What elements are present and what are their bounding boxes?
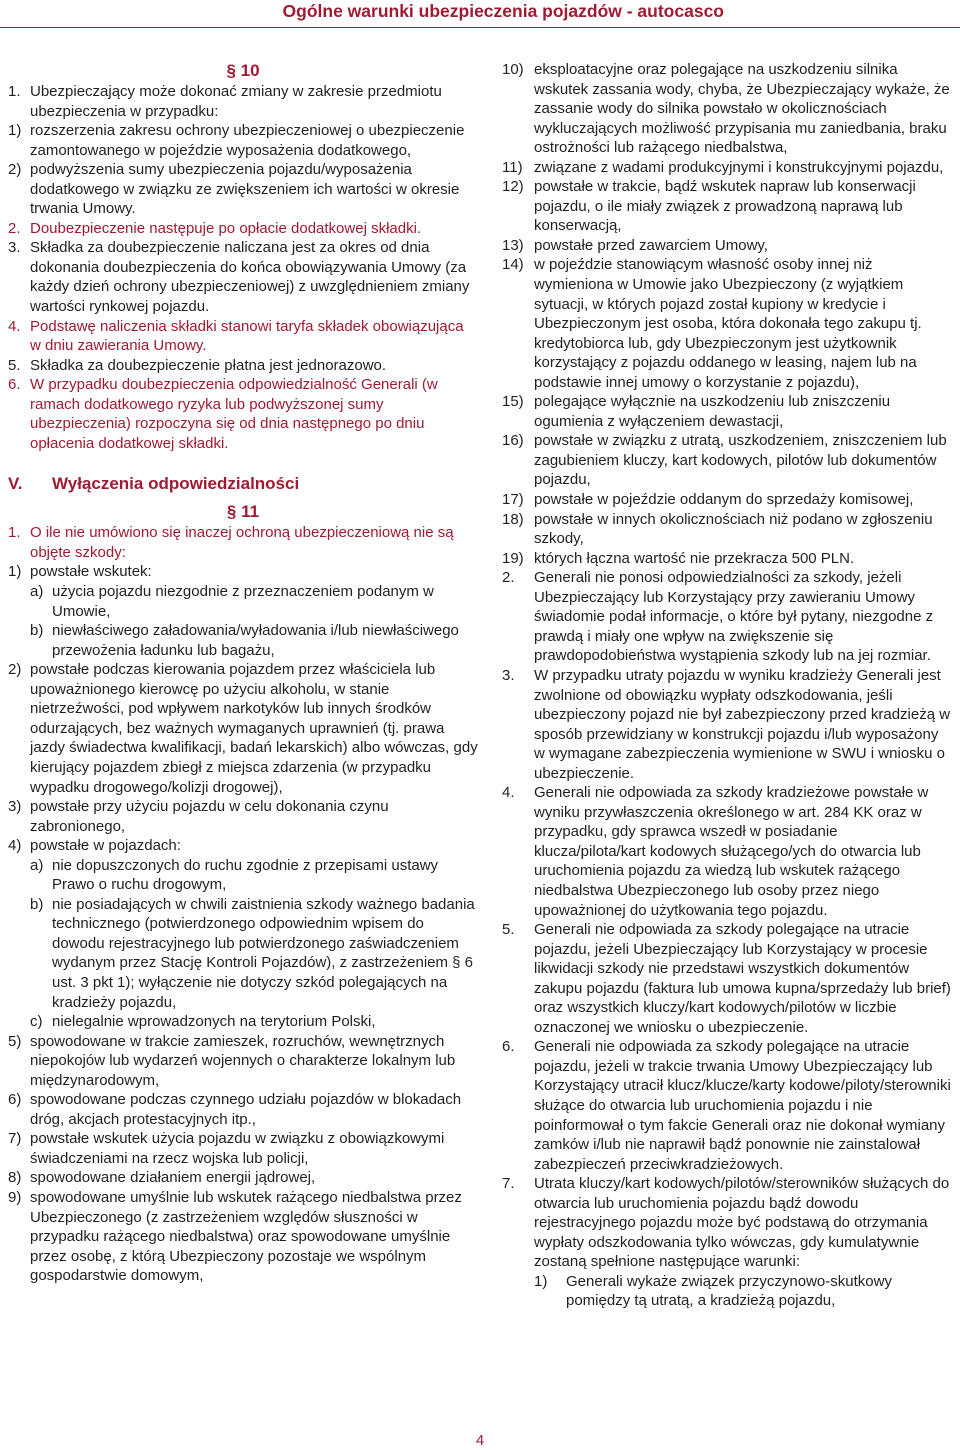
point-11-1-4 [8,836,478,856]
paragraph-number: 3. [8,239,21,257]
letter-number: a) [30,856,44,874]
point-text: spowodowane działaniem energii jądrowej, [30,1169,316,1187]
paragraph-text: Doubezpieczenie następuje po opłacie dodatkowej składki. [30,219,422,237]
point-11-1-9 [8,1188,478,1286]
point-11-1-17 [502,490,952,510]
paragraph-number: 2. [8,219,21,237]
paragraph-11-3 [502,666,952,783]
point-number: 12) [502,178,524,196]
point-number: 8) [8,1169,22,1187]
document-header [0,0,960,27]
point-10-1-2 [8,160,478,219]
chapter-title: Wyłączenia odpowiedzialności [52,474,300,494]
point-text: związane z wadami produkcyjnymi i konstrukcyjnymi pojazdu, [534,158,944,176]
paragraph-text: Składka za doubezpieczenie płatna jest jednorazowo. [30,356,387,374]
section-heading-10: § 10 [226,61,260,80]
header-title: Ogólne warunki ubezpieczenia pojazdów - autocasco [282,1,724,21]
paragraph-10-4 [8,317,478,356]
paragraph-number: 2. [502,569,515,587]
point-text: rozszerzenia zakresu ochrony ubezpieczeniowej o ubezpieczenie zamontowanego w pojeździe wyposażenia dodatkowego, [30,122,465,159]
point-number: 2) [8,161,22,179]
point-11-1-7 [8,1129,478,1168]
paragraph-number: 5. [502,921,515,939]
point-text: spowodowane umyślnie lub wskutek rażącego niedbalstwa przez Ubezpieczonego (z zastrzeżeniem względów słuszności w przypadku rażącego niedbalstwa) oraz spowodowane umyślnie przez osobę, z którą Ubezpieczony pozostaje we wspólnym gospodarstwie domowym, [30,1188,462,1285]
chapter-heading [8,473,478,495]
point-number: 5) [8,1032,22,1050]
point-11-1-3 [8,797,478,836]
point-number: 1) [8,122,22,140]
point-number: 9) [8,1188,22,1206]
point-text: powstałe przy użyciu pojazdu w celu dokonania czynu zabronionego, [30,798,389,835]
point-text: powstałe w pojazdach: [30,837,181,855]
paragraph-text: Podstawę naliczenia składki stanowi taryfa składek obowiązująca w dniu zawierania Umowy. [30,317,464,355]
point-11-1-16 [502,431,952,490]
point-text: powstałe przed zawarciem Umowy, [534,236,768,254]
letter-point-11-1-4b [30,895,478,1012]
point-11-1-6 [8,1090,478,1129]
point-11-1-11 [502,158,952,178]
point-11-1-13 [502,236,952,256]
paragraph-number: 7. [502,1175,515,1193]
paragraph-number: 4. [8,317,21,335]
point-text: powstałe w pojeździe oddanym do sprzedaży komisowej, [534,491,914,509]
point-number: 13) [502,236,524,254]
paragraph-number: 3. [502,666,515,684]
point-11-1-18 [502,510,952,549]
letter-point-11-1-4c [30,1012,478,1032]
letter-point-11-1-1b [30,621,478,660]
paragraph-11-1 [8,523,478,562]
point-number: 17) [502,491,524,509]
left-column [8,60,478,1286]
paragraph-text: Ubezpieczający może dokonać zmiany w zakresie przedmiotu ubezpieczenia w przypadku: [30,83,442,120]
point-text: powstałe wskutek użycia pojazdu w związku z obowiązkowymi świadczeniami na rzecz wojska lub policji, [30,1130,445,1167]
letter-number: c) [30,1013,43,1031]
point-11-1-5 [8,1032,478,1091]
point-number: 1) [534,1272,548,1290]
section-heading-11: § 11 [226,502,260,522]
point-text: spowodowane w trakcie zamieszek, rozruchów, wewnętrznych niepokojów lub wydarzeń wojennych o charakterze lokalnym lub międzynarodowym, [30,1032,456,1089]
paragraph-number: 6. [502,1038,515,1056]
point-number: 16) [502,432,524,450]
letter-number: a) [30,583,44,601]
paragraph-text: O ile nie umówiono się inaczej ochroną ubezpieczeniową nie są objęte szkody: [30,524,454,561]
paragraph-10-2 [8,219,478,239]
point-number: 4) [8,837,22,855]
paragraph-text: W przypadku doubezpieczenia odpowiedzialność Generali (w ramach dodatkowego ryzyka lub podwyższonej sumy ubezpieczenia) rozpoczyna się od dnia następnego po dniu opłacenia dodatkowej składki. [30,376,438,452]
point-number: 2) [8,661,22,679]
point-number: 3) [8,798,22,816]
point-number: 6) [8,1091,22,1109]
point-text: w pojeździe stanowiącym własność osoby innej niż wymieniona w Umowie jako Ubezpieczony (z wyjątkiem sytuacji, w których pojazd został kupiony w kredycie i Ubezpieczonym jest osoba, która dokonała tego zakupu tj. kredytobiorca lub, gdy Ubezpieczonym jest użytkownik korzystający z pojazdu oddanego w leasing, najem lub na podstawie innej umowy o korzystanie z pojazdu), [534,256,922,391]
point-text: powstałe wskutek: [30,563,152,581]
point-11-1-1 [8,562,478,582]
point-11-1-12 [502,177,952,236]
paragraph-number: 4. [502,784,515,802]
point-text: powstałe w związku z utratą, uszkodzeniem, zniszczeniem lub zagubieniem kluczy, kart kodowych, pilotów lub dokumentów pojazdu, [534,432,947,489]
point-number: 15) [502,393,524,411]
paragraph-text: Utrata kluczy/kart kodowych/pilotów/sterowników służących do otwarcia lub uruchomienia pojazdu bądź dowodu rejestracyjnego pojazdu może być podstawą do otrzymania wypłaty odszkodowania tylko wówczas, gdy kumulatywnie zostaną spełnione następujące warunki: [534,1175,950,1271]
letter-text: nie posiadających w chwili zaistnienia szkody ważnego badania technicznego (potwierdzonego odpowiednim wpisem do dowodu rejestracyjnego lub potwierdzonego zaświadczeniem wydanym przez Stację Kontroli Pojazdów), z zastrzeżeniem § 6 ust. 3 pkt 1); wyłączenie nie dotyczy szkód polegających na kradzieży pojazdu, [52,895,475,1011]
point-11-1-10 [502,60,952,158]
paragraph-11-7 [502,1174,952,1272]
letter-number: b) [30,895,44,913]
chapter-number: V. [8,474,23,494]
point-11-7-1 [534,1272,952,1311]
point-text: powstałe w innych okolicznościach niż podano w zgłoszeniu szkody, [534,510,933,548]
point-number: 11) [502,158,523,176]
point-11-1-8 [8,1168,478,1188]
point-text: powstałe w trakcie, bądź wskutek napraw lub konserwacji pojazdu, o ile miały związek z prowadzoną naprawą lub konserwacją, [534,178,916,235]
paragraph-11-5 [502,920,952,1037]
letter-point-11-1-1a [30,582,478,621]
point-11-1-15 [502,392,952,431]
paragraph-11-4 [502,783,952,920]
letter-text: nie dopuszczonych do ruchu zgodnie z przepisami ustawy Prawo o ruchu drogowym, [52,856,439,894]
paragraph-10-3 [8,238,478,316]
point-text: spowodowane podczas czynnego udziału pojazdów w blokadach dróg, akcjach protestacyjnych itp., [30,1091,462,1128]
paragraph-10-1 [8,82,478,121]
paragraph-text: Generali nie odpowiada za szkody polegające na utracie pojazdu, jeżeli Ubezpieczający lub Korzystający w procesie likwidacji szkody nie przedstawi wszystkich dokumentów zakupu pojazdu (faktura lub umowa kupna/sprzedaży lub brief) oraz wszystkich kluczy/kart kodowych/pilotów w liczbie oznaczonej we wniosku o ubezpieczenie. [534,921,951,1036]
paragraph-number: 1. [8,524,21,542]
point-11-1-14 [502,255,952,392]
letter-text: niewłaściwego załadowania/wyładowania i/lub niewłaściwego przewożenia ładunku lub bagażu, [52,622,459,659]
point-text: podwyższenia sumy ubezpieczenia pojazdu/wyposażenia dodatkowego w związku ze zwiększeniem ich wartości w okresie trwania Umowy. [30,161,460,218]
letter-text: nielegalnie wprowadzonych na terytorium Polski, [52,1013,376,1031]
point-text: Generali wykaże związek przyczynowo-skutkowy pomiędzy tą utratą, a kradzieżą pojazdu, [566,1272,892,1310]
paragraph-number: 1. [8,83,21,100]
paragraph-text: W przypadku utraty pojazdu w wyniku kradzieży Generali jest zwolnione od obowiązku wypłaty odszkodowania, jeśli ubezpieczony pojazd nie był zabezpieczony przed kradzieżą w sposób przewidziany w konstrukcji pojazdu i/lub wyposażony w wymagane zabezpieczenia wymienione w SWU i wniosku o ubezpieczenie. [534,666,951,782]
paragraph-text: Generali nie odpowiada za szkody polegające na utracie pojazdu, jeżeli w trakcie trwania Umowy Ubezpieczający lub Korzystający utracił klucz/klucze/karty kodowe/piloty/sterowniki służące do otwarcia lub uruchomienia pojazdu i nie poinformował o tym fakcie Generali oraz nie dokonał wymiany zamków i/lub nie naprawił bądź ponownie nie zainstalował zabezpieczeń przeciwkradzieżowych. [534,1038,951,1173]
paragraph-11-2 [502,568,952,666]
point-11-1-19 [502,549,952,569]
letter-point-11-1-4a [30,856,478,895]
paragraph-number: 5. [8,356,21,374]
point-10-1-1 [8,121,478,160]
paragraph-10-6 [8,375,478,453]
point-11-1-2 [8,660,478,797]
paragraph-text: Składka za doubezpieczenie naliczana jest za okres od dnia dokonania doubezpieczenia do końca obowiązywania Umowy (za każdy dzień ochrony ubezpieczeniowej) z uwzględnieniem zmiany wartości rynkowej pojazdu. [30,239,470,316]
point-number: 1) [8,563,22,581]
point-number: 7) [8,1130,22,1148]
letter-text: użycia pojazdu niezgodnie z przeznaczeniem podanym w Umowie, [52,583,434,620]
paragraph-text: Generali nie odpowiada za szkody kradzieżowe powstałe w wyniku przywłaszczenia określonego w art. 284 KK oraz w przypadku, gdy sprawca wszedł w posiadanie klucza/pilota/kart kodowych służącego/ych do otwarcia lub uruchomienia pojazdu za wiedzą lub wskutek rażącego niedbalstwa Ubezpieczonego lub osoby przez niego upoważnionej do użytkowania tego pojazdu. [534,784,929,919]
point-number: 18) [502,510,524,528]
page-number: 4 [475,1432,485,1449]
header-rule [0,27,960,28]
paragraph-10-5 [8,356,478,376]
paragraph-11-6 [502,1037,952,1174]
letter-number: b) [30,622,44,640]
point-text: których łączna wartość nie przekracza 500 PLN. [534,549,855,567]
paragraph-number: 6. [8,376,21,394]
point-text: polegające wyłącznie na uszkodzeniu lub zniszczeniu ogumienia z wyłączeniem dewastacji, [534,393,891,430]
point-number: 10) [502,61,524,78]
point-text: powstałe podczas kierowania pojazdem przez właściciela lub upoważnionego kierowcę po użyciu alkoholu, w stanie nietrzeźwości, pod wpływem narkotyków lub innych środków odurzających, bez ważnych wymaganych uprawnień (tj. prawa jazdy świadectwa kwalifikacji, badań lekarskich) albo wówczas, gdy kierujący pojazdem zbiegł z miejsca zdarzenia (w przypadku wypadku drogowego/kolizji drogowej), [30,661,478,796]
right-column [502,60,952,1311]
point-number: 14) [502,256,524,274]
point-number: 19) [502,549,524,567]
paragraph-text: Generali nie ponosi odpowiedzialności za szkody, jeżeli Ubezpieczający lub Korzystający przy zawieraniu Umowy świadomie podał informacje, o które był pytany, niezgodne z prawdą i miały one wpływ na zwiększenie się prawdopodobieństwa wystąpienia szkody lub na jej rozmiar. [534,569,934,665]
point-text: eksploatacyjne oraz polegające na uszkodzeniu silnika wskutek zassania wody, chyba, że Ubezpieczający wykaże, że zassanie wody do silnika powstało w okolicznościach wykluczających możliwość przypisania mu zaniedbania, braku ostrożności lub rażącego niedbalstwa, [534,61,950,157]
